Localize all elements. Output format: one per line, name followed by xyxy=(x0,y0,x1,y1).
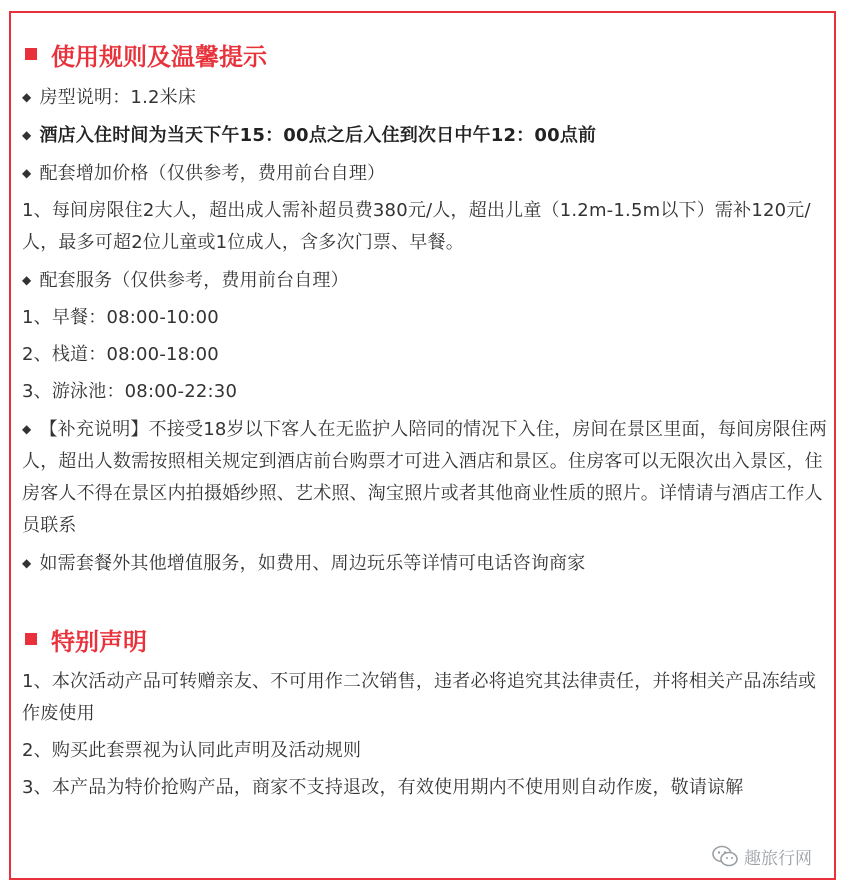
diamond-bullet-icon: ◆ xyxy=(22,90,32,104)
text-line xyxy=(22,157,834,190)
text-line xyxy=(22,81,834,114)
text-line xyxy=(22,735,834,767)
text-line xyxy=(22,339,834,371)
line-text: 1、每间房限住2大人，超出成人需补超员费380元/人，超出儿童（1.2m-1.5m以下）需补120元/人，最多可超2位儿童或1位成人，含多次门票、早餐。 xyxy=(22,200,811,253)
notice-content xyxy=(22,37,834,804)
line-text: 酒店入住时间为当天下午15：00点之后入住到次日中午12：00点前 xyxy=(39,125,597,146)
text-line xyxy=(22,302,834,334)
text-line xyxy=(22,547,834,580)
section-heading-statement xyxy=(22,622,834,656)
line-text: 房型说明：1.2米床 xyxy=(39,87,197,108)
diamond-bullet-icon: ◆ xyxy=(22,128,32,142)
section-title: 特别声明 xyxy=(51,627,147,656)
diamond-bullet-icon: ◆ xyxy=(22,422,32,436)
text-line xyxy=(22,413,834,542)
line-text: 配套服务（仅供参考，费用前台自理） xyxy=(39,270,349,291)
line-text: 1、早餐：08:00-10:00 xyxy=(22,307,219,328)
line-text: 3、游泳池：08:00-22:30 xyxy=(22,381,238,402)
line-text: 2、购买此套票视为认同此声明及活动规则 xyxy=(22,740,362,761)
text-line xyxy=(22,195,834,259)
red-square-icon xyxy=(25,48,37,60)
line-text: 3、本产品为特价抢购产品，商家不支持退改，有效使用期内不使用则自动作废，敬请谅解 xyxy=(22,777,744,798)
section-heading-rules xyxy=(22,37,834,71)
line-text: 【补充说明】不接受18岁以下客人在无监护人陪同的情况下入住，房间在景区里面，每间房限住两人，超出人数需按照相关规定到酒店前台购票才可进入酒店和景区。住房客可以无限次出入景区，住房客人不得在景区内拍摄婚纱照、艺术照、淘宝照片或者其他商业性质的照片。详情请与酒店工作人员联系 xyxy=(22,419,828,536)
text-line xyxy=(22,666,834,730)
text-line xyxy=(22,119,834,152)
text-line xyxy=(22,376,834,408)
diamond-bullet-icon: ◆ xyxy=(22,273,32,287)
notice-frame xyxy=(9,11,836,880)
line-text: 2、栈道：08:00-18:00 xyxy=(22,344,219,365)
red-square-icon xyxy=(25,633,37,645)
diamond-bullet-icon: ◆ xyxy=(22,166,32,180)
watermark xyxy=(712,842,832,870)
line-text: 配套增加价格（仅供参考，费用前台自理） xyxy=(39,163,386,184)
line-text: 1、本次活动产品可转赠亲友、不可用作二次销售，违者必将追究其法律责任，并将相关产品冻结或作废使用 xyxy=(22,671,817,724)
line-text: 如需套餐外其他增值服务，如费用、周边玩乐等详情可电话咨询商家 xyxy=(39,553,586,574)
section-title: 使用规则及温馨提示 xyxy=(51,42,267,71)
statement-list xyxy=(22,666,834,804)
text-line xyxy=(22,772,834,804)
watermark-text: 趣旅行网 xyxy=(744,848,812,869)
diamond-bullet-icon: ◆ xyxy=(22,556,32,570)
text-line xyxy=(22,264,834,297)
rules-list xyxy=(22,81,834,580)
wechat-icon xyxy=(712,845,738,867)
